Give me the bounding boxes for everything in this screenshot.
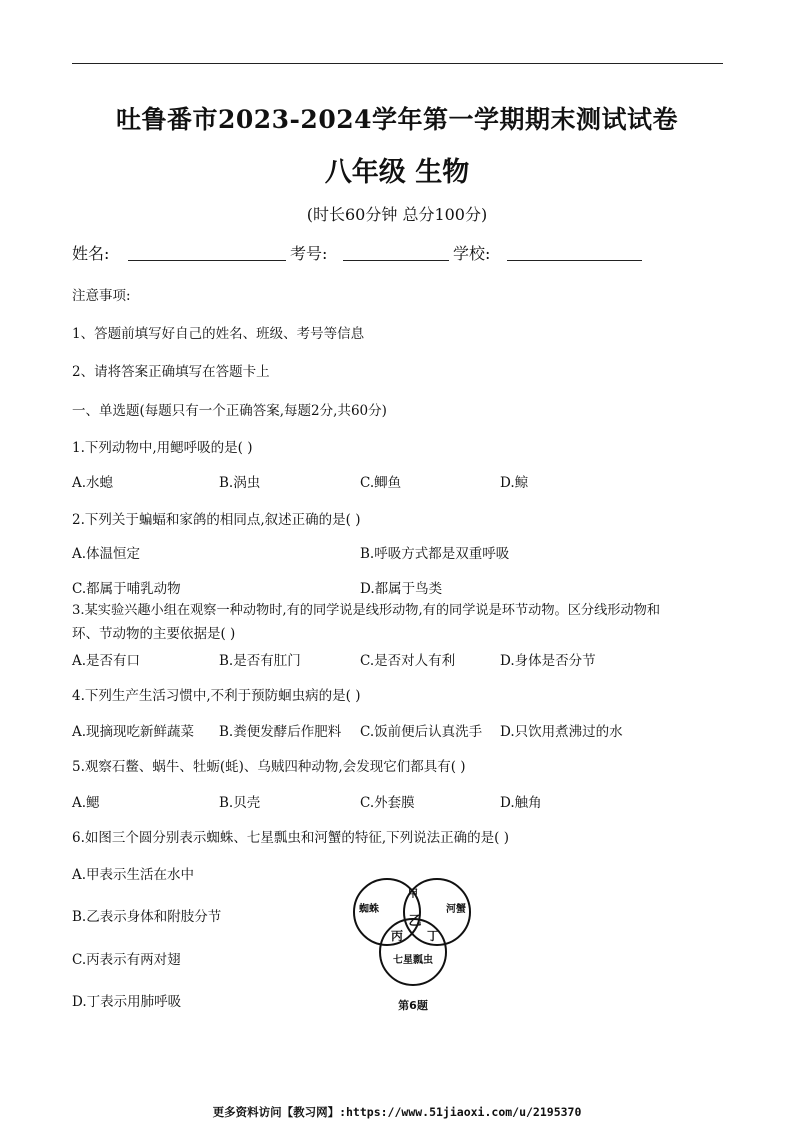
question-6-option-c[interactable]: C.丙表示有两对翅 xyxy=(72,952,181,968)
question-1-option-c[interactable]: C.鲫鱼 xyxy=(360,475,402,491)
question-6-option-a[interactable]: A.甲表示生活在水中 xyxy=(72,867,195,883)
question-4-option-c[interactable]: C.饭前便后认真洗手 xyxy=(360,724,483,740)
question-5-option-a[interactable]: A.鳃 xyxy=(72,795,100,811)
question-5-option-d[interactable]: D.触角 xyxy=(500,795,542,811)
school-blank[interactable] xyxy=(507,260,642,261)
footer-link[interactable]: 更多资料访问【教习网】:https://www.51jiaoxi.com/u/2195370 xyxy=(212,1105,582,1119)
notes-heading: 注意事项: xyxy=(72,288,131,304)
exam-subtitle: 八年级 生物 xyxy=(324,157,470,188)
question-1-option-b[interactable]: B.涡虫 xyxy=(219,475,261,491)
question-5-option-c[interactable]: C.外套膜 xyxy=(360,795,415,811)
question-6-stem: 6.如图三个圆分别表示蜘蛛、七星瓢虫和河蟹的特征,下列说法正确的是( ) xyxy=(72,830,509,846)
question-3-stem-line1: 3.某实验兴趣小组在观察一种动物时,有的同学说是线形动物,有的同学说是环节动物。区分线形动物和 xyxy=(72,603,661,618)
notes-item-1: 1、答题前填写好自己的姓名、班级、考号等信息 xyxy=(72,326,365,342)
name-blank[interactable] xyxy=(128,260,286,261)
notes-item-2: 2、请将答案正确填写在答题卡上 xyxy=(72,364,270,380)
question-1-option-d[interactable]: D.鲸 xyxy=(500,475,529,491)
question-3-option-a[interactable]: A.是否有口 xyxy=(72,653,141,669)
question-2-option-b[interactable]: B.呼吸方式都是双重呼吸 xyxy=(360,546,510,562)
venn-region-bing: 丙 xyxy=(390,929,404,943)
venn-label-spider: 蜘蛛 xyxy=(359,904,379,915)
question-2-option-c[interactable]: C.都属于哺乳动物 xyxy=(72,581,181,597)
question-5-option-b[interactable]: B.贝壳 xyxy=(219,795,261,811)
exam-title: 吐鲁番市2023-2024学年第一学期期末测试试卷 xyxy=(115,105,679,134)
exam-no-label: 考号: xyxy=(290,244,328,263)
venn-label-crab: 河蟹 xyxy=(446,904,466,915)
question-6-option-d[interactable]: D.丁表示用肺呼吸 xyxy=(72,994,182,1010)
question-3-stem-line2: 环、节动物的主要依据是( ) xyxy=(72,626,236,642)
school-label: 学校: xyxy=(453,244,491,263)
question-4-option-b[interactable]: B.粪便发酵后作肥料 xyxy=(219,724,342,740)
section-heading: 一、单选题(每题只有一个正确答案,每题2分,共60分) xyxy=(72,403,387,419)
question-4-option-d[interactable]: D.只饮用煮沸过的水 xyxy=(500,724,623,740)
question-3-option-d[interactable]: D.身体是否分节 xyxy=(500,653,596,669)
question-5-stem: 5.观察石鳖、蜗牛、牡蛎(蚝)、乌贼四种动物,会发现它们都具有( ) xyxy=(72,759,466,775)
top-rule xyxy=(72,63,723,64)
venn-region-ding: 丁 xyxy=(426,929,440,943)
figure-caption: 第6题 xyxy=(398,999,428,1012)
venn-label-ladybug: 七星瓢虫 xyxy=(393,955,433,966)
question-2-stem: 2.下列关于蝙蝠和家鸽的相同点,叙述正确的是( ) xyxy=(72,512,361,528)
question-1-option-a[interactable]: A.水螅 xyxy=(72,475,114,491)
question-6-option-b[interactable]: B.乙表示身体和附肢分节 xyxy=(72,909,222,925)
name-label: 姓名: xyxy=(72,244,110,263)
question-4-option-a[interactable]: A.现摘现吃新鲜蔬菜 xyxy=(72,724,195,740)
question-2-option-d[interactable]: D.都属于鸟类 xyxy=(360,581,443,597)
exam-no-blank[interactable] xyxy=(343,260,449,261)
question-1-stem: 1.下列动物中,用鳃呼吸的是( ) xyxy=(72,440,253,456)
exam-duration: (时长60分钟 总分100分) xyxy=(306,205,488,224)
question-4-stem: 4.下列生产生活习惯中,不利于预防蛔虫病的是( ) xyxy=(72,688,361,704)
question-2-option-a[interactable]: A.体温恒定 xyxy=(72,546,141,562)
venn-region-jia: 甲 xyxy=(408,889,418,900)
venn-region-yi: 乙 xyxy=(408,914,422,929)
venn-diagram xyxy=(345,867,485,1022)
question-3-option-c[interactable]: C.是否对人有利 xyxy=(360,653,456,669)
question-3-option-b[interactable]: B.是否有肛门 xyxy=(219,653,301,669)
